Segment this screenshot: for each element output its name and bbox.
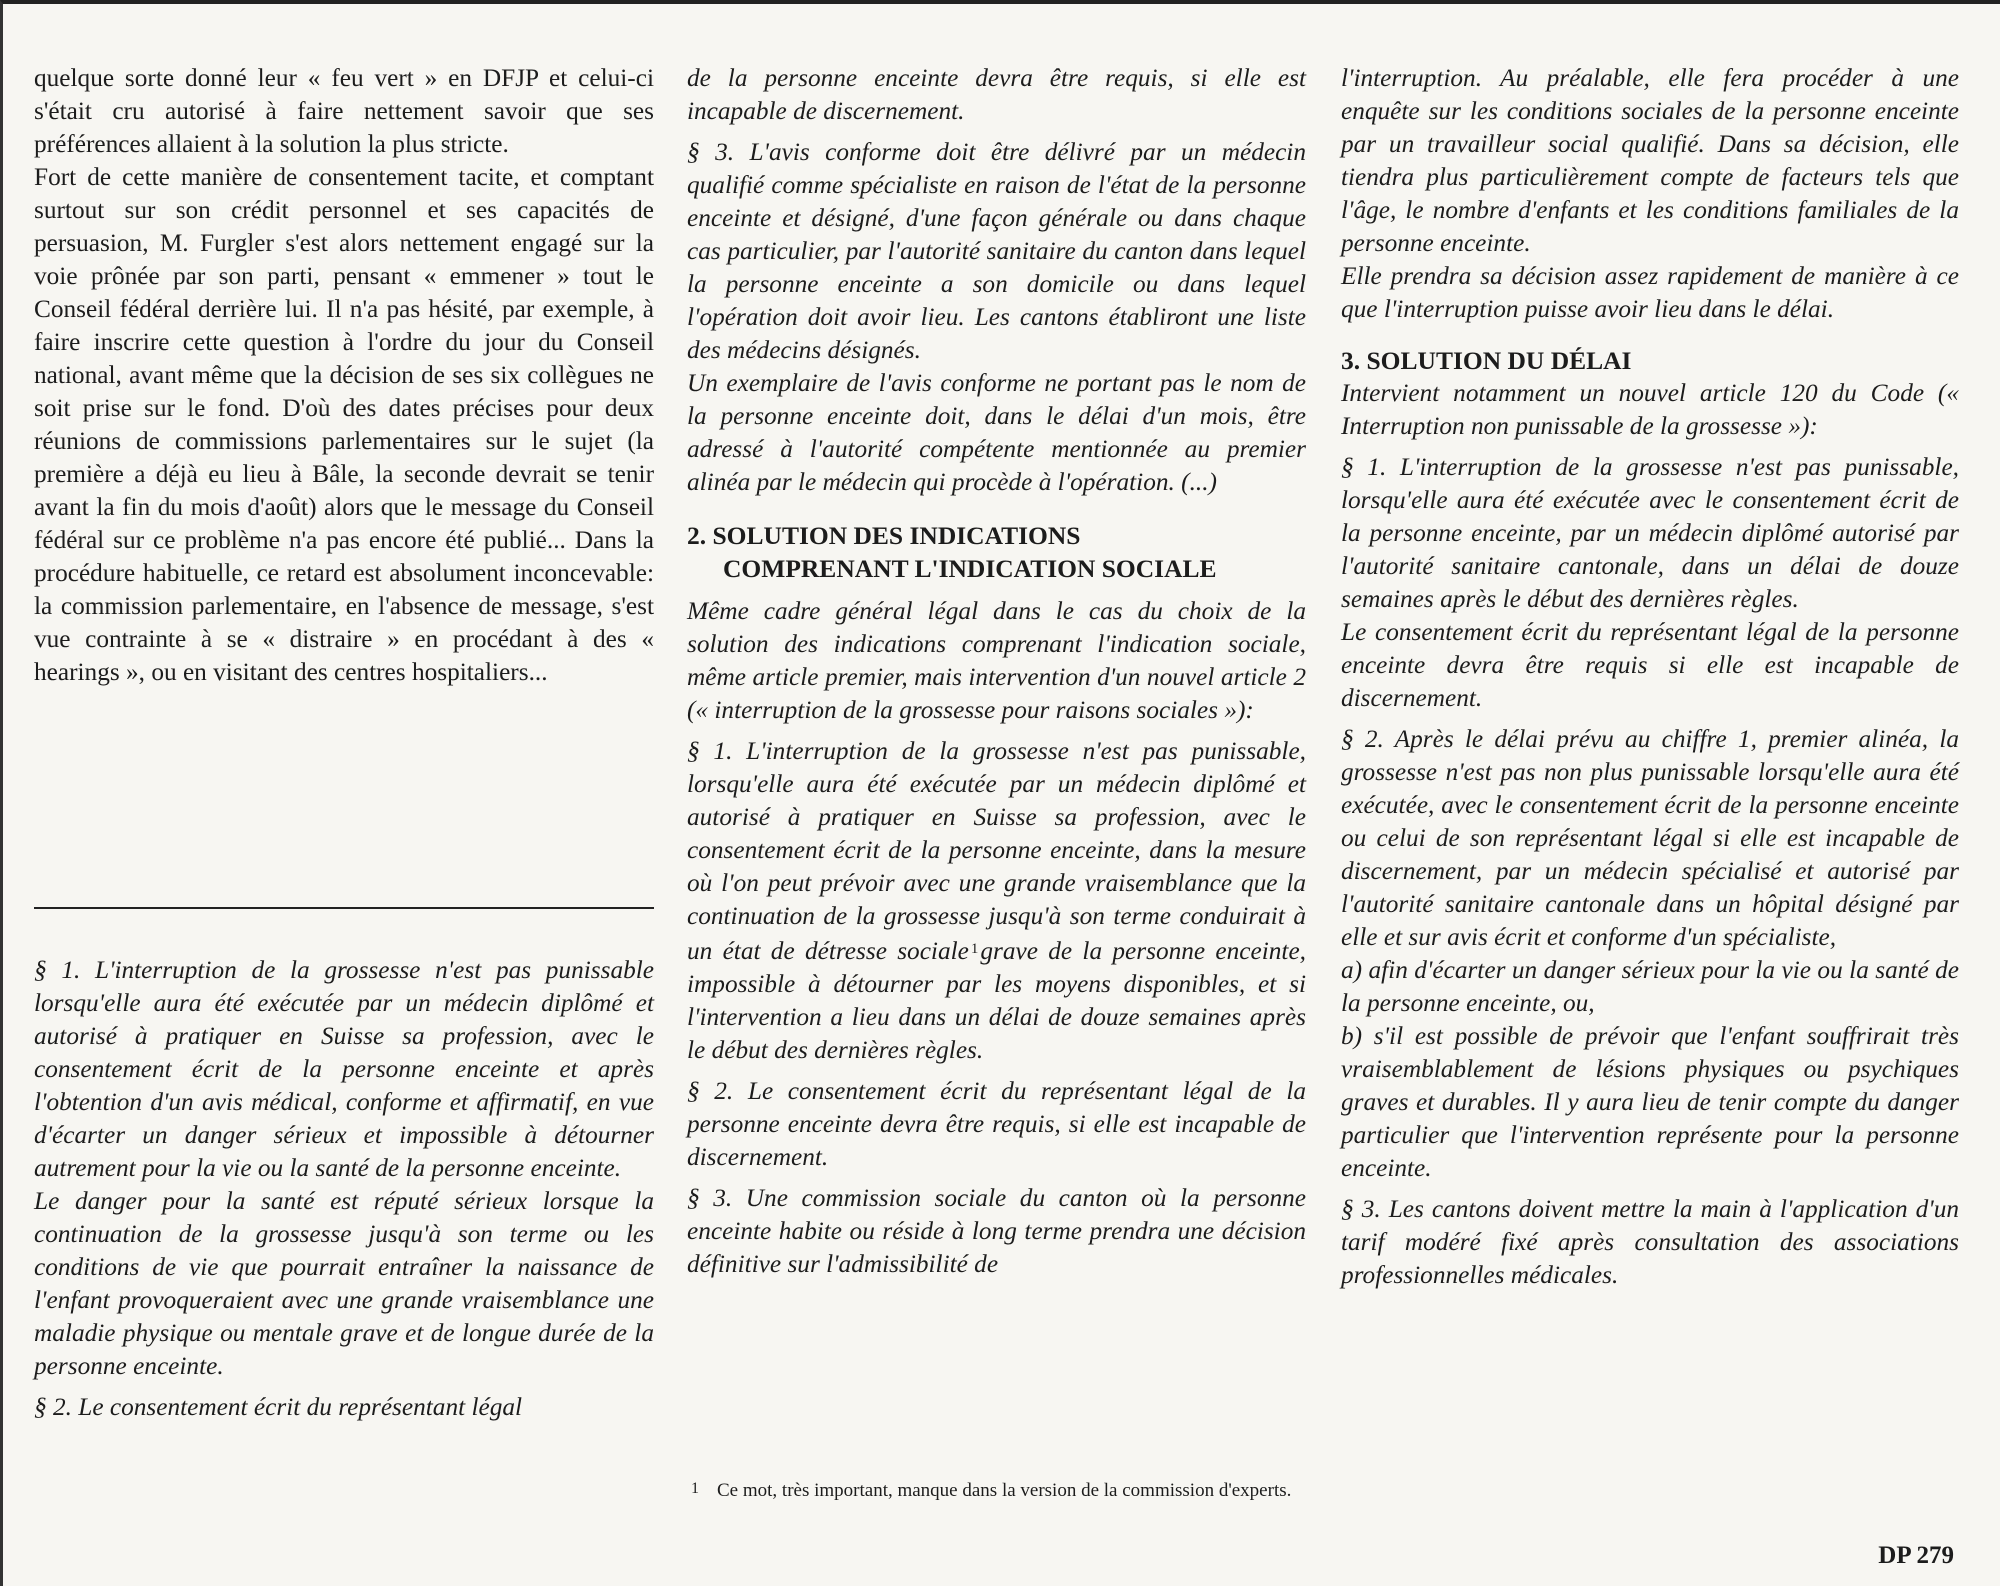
col3-paragraph-8: b) s'il est possible de prévoir que l'enfant souffrirait très vraisemblablement de lésions physiques ou psychiques graves et durables. Il y aura lieu de tenir compte du danger particulier que l'intervention représente pour la personne enceinte. [1341, 1022, 1959, 1182]
footnote-text: Ce mot, très important, manque dans la version de la commission d'experts. [717, 1480, 1292, 1501]
footnote-reference: 1 [970, 941, 979, 957]
col2-paragraph-5 [687, 735, 1306, 1067]
col2-paragraph-2: § 3. L'avis conforme doit être délivré par un médecin qualifié comme spécialiste en raison de l'état de la personne enceinte et désigné, d'une façon générale ou dans chaque cas particulier, par l'autorité sanitaire du canton dans lequel la personne enceinte a son domicile ou dans lequel l'opération doit avoir lieu. Les cantons établiront une liste des médecins désignés. [687, 138, 1306, 364]
col1-paragraph-4: Le danger pour la santé est réputé sérieux lorsque la continuation de la grossesse jusqu'à son terme ou les conditions de vie que pourrait entraîner la naissance de l'enfant provoqueraient avec une grande vraisemblance une maladie physique ou mentale grave et de longue durée de la personne enceinte. [34, 1187, 654, 1380]
col2-paragraph-4: Même cadre général légal dans le cas du choix de la solution des indications comprenant l'indication sociale, même article premier, mais intervention d'un nouvel article 2 (« interruption de la grossesse pour raisons sociales »): [687, 597, 1306, 724]
col1-paragraph-5: § 2. Le consentement écrit du représentant légal [34, 1393, 523, 1421]
col2-paragraph-1: de la personne enceinte devra être requis, si elle est incapable de discernement. [687, 64, 1306, 125]
col2-paragraph-7: § 3. Une commission sociale du canton où la personne enceinte habite ou réside à long terme prendra une décision définitive sur l'admissibilité de [687, 1184, 1306, 1278]
section-heading-2 [687, 519, 1306, 585]
footnote-mark: 1 [691, 1480, 699, 1497]
col3-paragraph-9: § 3. Les cantons doivent mettre la main à l'application d'un tarif modéré fixé après consultation des associations professionnelles médicales. [1341, 1195, 1959, 1289]
column-divider-rule [34, 907, 654, 909]
column-1-legal-text [34, 954, 654, 1424]
col1-paragraph-2: Fort de cette manière de consentement tacite, et comptant surtout sur son crédit personnel et ses capacités de persuasion, M. Furgler s'est alors nettement engagé sur la voie prônée par son parti, pensant « emmener » tout le Conseil fédéral derrière lui. Il n'a pas hésité, par exemple, à faire inscrire cette question à l'ordre du jour du Conseil national, avant même que la décision de ses six collègues ne soit prise sur le fond. D'où des dates précises pour deux réunions de commissions parlementaires sur le sujet (la première a déjà eu lieu à Bâle, la seconde devrait se tenir avant la fin du mois d'août) alors que le message du Conseil fédéral sur ce problème n'a pas encore été publié... Dans la procédure habituelle, ce retard est absolument inconcevable: la commission parlementaire, en l'absence de message, s'est vue contrainte à se « distraire » en procédant à des « hearings », ou en visitant des centres hospitaliers... [34, 163, 654, 686]
col3-paragraph-7: a) afin d'écarter un danger sérieux pour la vie ou la santé de la personne enceinte, ou, [1341, 956, 1959, 1017]
section-heading-2-line-2: COMPRENANT L'INDICATION SOCIALE [723, 554, 1217, 583]
col3-paragraph-2: Elle prendra sa décision assez rapidement de manière à ce que l'interruption puisse avoir lieu dans le délai. [1341, 262, 1959, 323]
page-number: DP 279 [1878, 1542, 1954, 1569]
section-heading-3: 3. SOLUTION DU DÉLAI [1341, 346, 1632, 375]
col2-paragraph-6: § 2. Le consentement écrit du représentant légal de la personne enceinte devra être requis, si elle est incapable de discernement. [687, 1077, 1306, 1171]
col2-paragraph-5-part-1: § 1. L'interruption de la grossesse n'est pas punissable, lorsqu'elle aura été exécutée par un médecin diplômé et autorisé à pratiquer en Suisse sa profession, avec le consentement écrit de la personne enceinte, dans la mesure où l'on peut prévoir avec une grande vraisemblance que la continuation de la grossesse jusqu'à son terme conduirait à un état de détresse sociale [687, 737, 1306, 965]
column-1 [34, 62, 654, 689]
col3-paragraph-5: Le consentement écrit du représentant légal de la personne enceinte devra être requis si elle est incapable de discernement. [1341, 618, 1959, 712]
section-heading-2-line-1: 2. SOLUTION DES INDICATIONS [687, 521, 1081, 550]
footnote [691, 1478, 1303, 1502]
col2-paragraph-3: Un exemplaire de l'avis conforme ne portant pas le nom de la personne enceinte doit, dans le délai d'un mois, être adressé à l'autorité compétente mentionnée au premier alinéa par le médecin qui procède à l'opération. (...) [687, 369, 1306, 496]
col1-paragraph-3: § 1. L'interruption de la grossesse n'est pas punissable lorsqu'elle aura été exécutée par un médecin diplômé et autorisé à pratiquer en Suisse sa profession, avec le consentement écrit de la personne enceinte et après l'obtention d'un avis médical, conforme et affirmatif, en vue d'écarter un danger sérieux et impossible à détourner autrement pour la vie ou la santé de la personne enceinte. [34, 956, 654, 1182]
col1-paragraph-1: quelque sorte donné leur « feu vert » en DFJP et celui-ci s'était cru autorisé à faire nettement savoir que ses préférences allaient à la solution la plus stricte. [34, 64, 654, 158]
col3-paragraph-1: l'interruption. Au préalable, elle fera procéder à une enquête sur les conditions sociales de la personne enceinte par un travailleur social qualifié. Dans sa décision, elle tiendra plus particulièrement compte de facteurs tels que l'âge, le nombre d'enfants et les conditions familiales de la personne enceinte. [1341, 64, 1959, 257]
column-3 [1341, 62, 1959, 1292]
col2-paragraph-5-part-2: grave de la personne enceinte, impossible à détourner par les moyens disponibles, et si l'intervention a lieu dans un délai de douze semaines après le début des dernières règles. [687, 937, 1307, 1064]
col3-paragraph-3: Intervient notamment un nouvel article 120 du Code (« Interruption non punissable de la grossesse »): [1341, 379, 1959, 440]
column-2 [687, 62, 1306, 1281]
col3-paragraph-6: § 2. Après le délai prévu au chiffre 1, premier alinéa, la grossesse n'est pas non plus punissable lorsqu'elle aura été exécutée, avec le consentement écrit de la personne enceinte ou celui de son représentant légal si elle est incapable de discernement, par un médecin spécialisé et autorisé par l'autorité sanitaire cantonale dans un hôpital désigné par elle et sur avis écrit et conforme d'un spécialiste, [1341, 725, 1959, 951]
col3-paragraph-4: § 1. L'interruption de la grossesse n'est pas punissable, lorsqu'elle aura été exécutée avec le consentement écrit de la personne enceinte, par un médecin diplômé autorisé par l'autorité sanitaire cantonale, dans un délai de douze semaines après le début des dernières règles. [1341, 453, 1959, 613]
